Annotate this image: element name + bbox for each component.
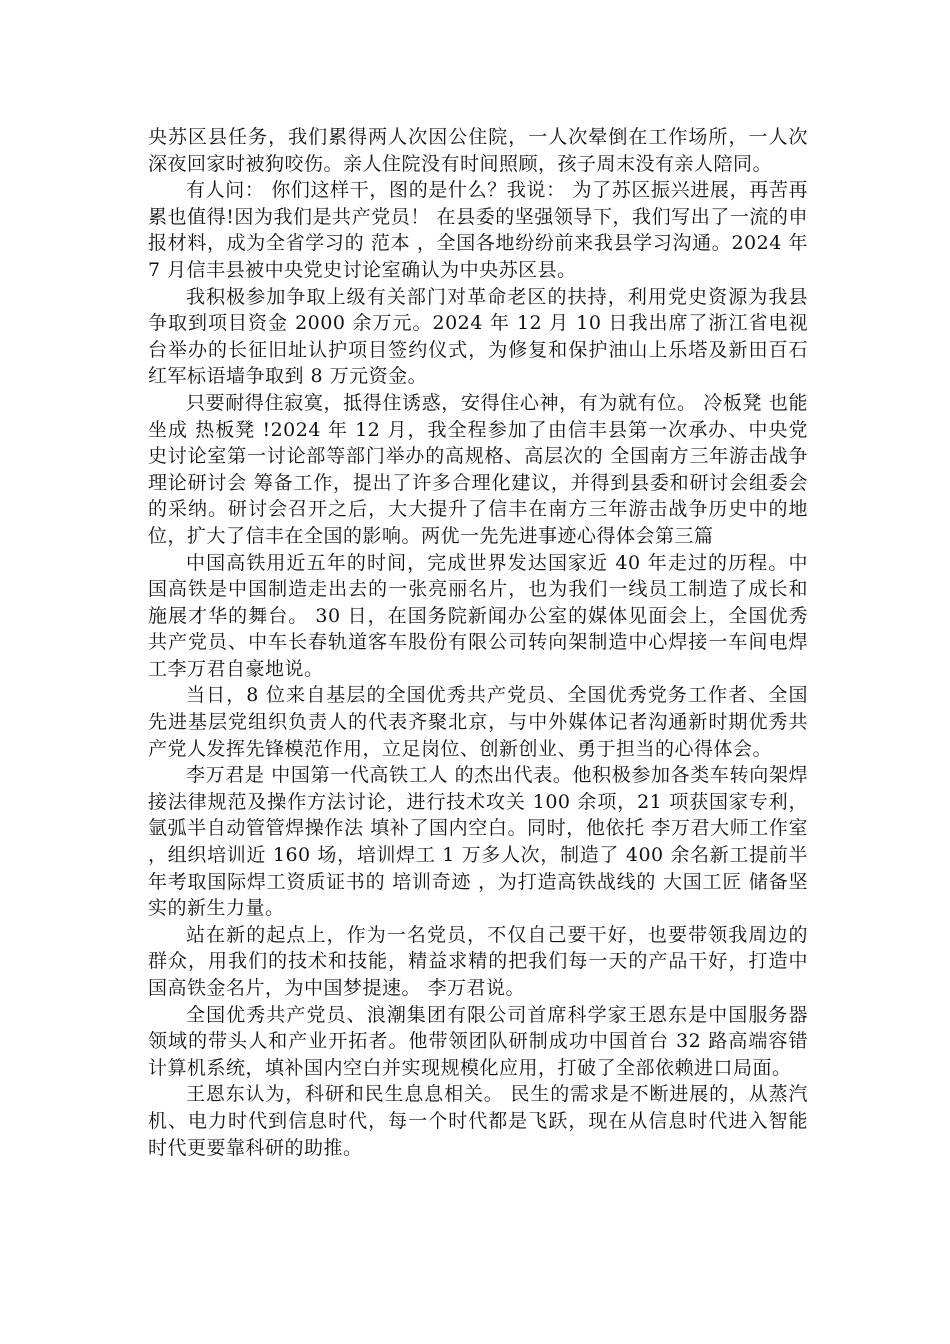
paragraph: 王恩东认为，科研和民生息息相关。 民生的需求是不断进展的，从蒸汽机、电力时代到信息时代，每一个时代都是飞跃，现在从信息时代进入智能时代更要靠科研的助推。	[148, 1083, 808, 1159]
document-body	[148, 124, 808, 1161]
paragraph: 只要耐得住寂寞，抵得住诱惑，安得住心神，有为就有位。 冷板凳 也能坐成 热板凳 !2024 年 12 月，我全程参加了由信丰县第一次承办、中央党史讨论室第一讨论部等部门举办的高规格、高层次的 全国南方三年游击战争理论研讨会 筹备工作，提出了许多合理化建议，并得到县委和研讨会组委会的采纳。研讨会召开之后，大大提升了信丰在南方三年游击战争历史中的地位，扩大了信丰在全国的影响。两优一先先进事迹心得体会第三篇	[148, 391, 808, 547]
paragraph: 央苏区县任务，我们累得两人次因公住院，一人次晕倒在工作场所，一人次深夜回家时被狗咬伤。亲人住院没有时间照顾，孩子周末没有亲人陪同。	[148, 126, 808, 175]
paragraph: 中国高铁用近五年的时间，完成世界发达国家近 40 年走过的历程。中国高铁是中国制造走出去的一张亮丽名片，也为我们一线员工制造了成长和施展才华的舞台。 30 日，在国务院新闻办公室的媒体见面会上，全国优秀共产党员、中车长春轨道客车股份有限公司转向架制造中心焊接一车间电焊工李万君自豪地说。	[148, 551, 808, 680]
paragraph: 站在新的起点上，作为一名党员，不仅自己要干好，也要带领我周边的群众，用我们的技术和技能，精益求精的把我们每一天的产品干好，打造中国高铁金名片，为中国梦提速。 李万君说。	[148, 923, 808, 999]
paragraph: 李万君是 中国第一代高铁工人 的杰出代表。他积极参加各类车转向架焊接法律规范及操作方法讨论，进行技术攻关 100 余项，21 项获国家专利， 氩弧半自动管管焊操作法 填补了国内空白。同时，他依托 李万君大师工作室 ，组织培训近 160 场，培训焊工 1 万多人次，制造了 400 余名新工提前半年考取国际焊工资质证书的 培训奇迹 ，为打造高铁战线的 大国工匠 储备坚实的新生力量。	[148, 764, 808, 920]
paragraph: 我积极参加争取上级有关部门对革命老区的扶持，利用党史资源为我县争取到项目资金 2000 余万元。2024 年 12 月 10 日我出席了浙江省电视台举办的长征旧址认护项目签约仪式，为修复和保护油山上乐塔及新田百石红军标语墙争取到 8 万元资金。	[148, 285, 808, 388]
paragraph: 有人问： 你们这样干，图的是什么？我说： 为了苏区振兴进展，再苦再累也值得!因为我们是共产党员！ 在县委的坚强领导下，我们写出了一流的申报材料，成为全省学习的 范本 ，全国各地纷纷前来我县学习沟通。2024 年 7 月信丰县被中央党史讨论室确认为中央苏区县。	[148, 179, 808, 281]
paragraph: 当日，8 位来自基层的全国优秀共产党员、全国优秀党务工作者、全国先进基层党组织负责人的代表齐聚北京，与中外媒体记者沟通新时期优秀共产党人发挥先锋模范作用，立足岗位、创新创业、勇于担当的心得体会。	[148, 684, 808, 760]
paragraph: 全国优秀共产党员、浪潮集团有限公司首席科学家王恩东是中国服务器领域的带头人和产业开拓者。他带领团队研制成功中国首台 32 路高端容错计算机系统，填补国内空白并实现规模化应用，打破了全部依赖进口局面。	[148, 1003, 808, 1079]
